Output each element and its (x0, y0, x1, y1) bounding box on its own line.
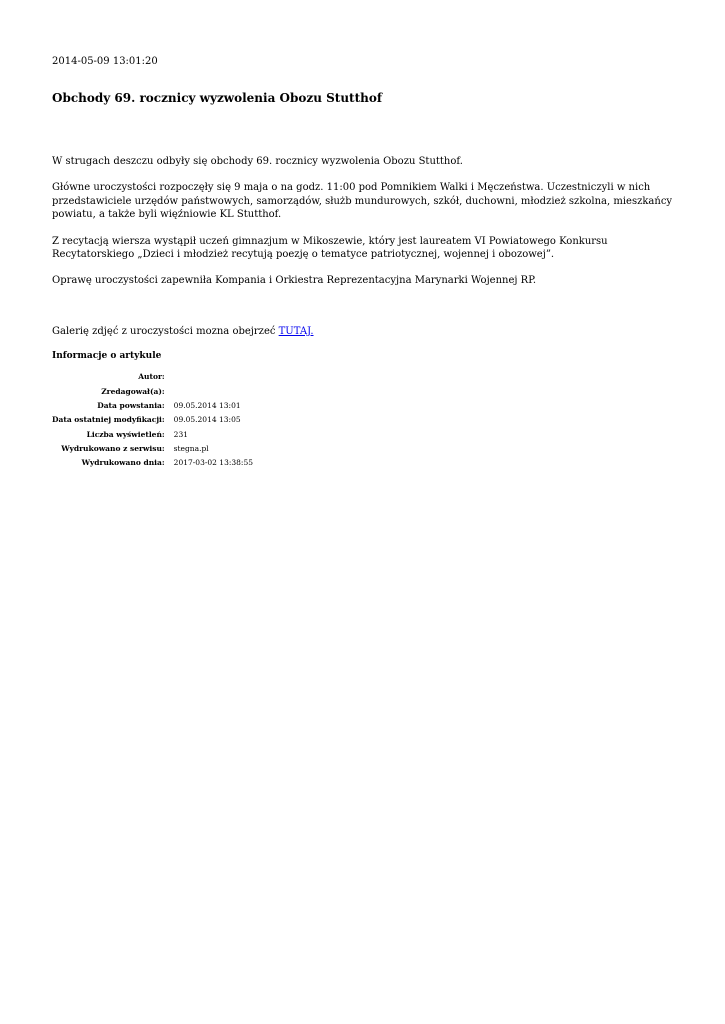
info-label: Wydrukowano z serwisu: (61, 443, 165, 453)
article-paragraph: W strugach deszczu odbyły się obchody 69. rocznicy wyzwolenia Obozu Stutthof. (52, 156, 463, 167)
info-value: 09.05.2014 13:01 (173, 401, 241, 411)
info-value: stegna.pl (173, 443, 209, 453)
info-value (174, 370, 253, 384)
gallery-text: Galerię zdjęć z uroczystości mozna obejrzeć (52, 325, 279, 337)
article-paragraph: Z recytacją wiersza wystąpił uczeń gimnazjum w Mikoszewie, który jest laureatem VI Powiatowego Konkursu Recytatorskiego „Dzieci i młodzież recytują poezję o tematyce patriotycznej, wojennej i obozowej”. (52, 235, 608, 261)
info-label: Liczba wyświetleń: (86, 429, 165, 439)
print-timestamp: 2014-05-09 13:01:20 (52, 56, 158, 67)
info-heading: Informacje o artykule (52, 350, 162, 361)
info-row-views (52, 427, 253, 441)
article-paragraph: Oprawę uroczystości zapewniła Kompania i Orkiestra Reprezentacyjna Marynarki Wojennej RP. (52, 275, 537, 287)
article-paragraph: Główne uroczystości rozpoczęły się 9 maja o na godz. 11:00 pod Pomnikiem Walki i Męczeństwa. Uczestniczyli w nich przedstawiciele urzędów państwowych, samorządów, służb mundurowych, szkół, duchowni, młodzież szkolna, mieszkańcy powiatu, a także byli więźniowie KL Stutthof. (52, 182, 673, 221)
gallery-link[interactable]: TUTAJ. (278, 325, 314, 337)
info-row-created (52, 398, 253, 412)
info-row-printed (52, 456, 253, 470)
info-label: Data ostatniej modyfikacji: (52, 415, 165, 425)
info-label: Wydrukowano dnia: (81, 458, 165, 468)
info-row-author (52, 370, 253, 384)
printed-article (52, 55, 677, 470)
info-value: 09.05.2014 13:05 (173, 415, 241, 425)
article-info-table (52, 370, 253, 470)
article-body (52, 155, 677, 288)
info-row-editor (52, 384, 253, 398)
article-title: Obchody 69. rocznicy wyzwolenia Obozu Stutthof (52, 91, 383, 105)
info-value: 231 (173, 429, 188, 439)
info-label: Zredagował(a): (101, 386, 165, 396)
gallery-line (52, 325, 677, 338)
info-row-modified (52, 413, 253, 427)
info-label: Autor: (138, 372, 165, 382)
info-label: Data powstania: (97, 401, 165, 411)
info-row-site (52, 441, 253, 455)
info-value (174, 384, 253, 398)
info-value: 2017-03-02 13:38:55 (173, 458, 253, 468)
